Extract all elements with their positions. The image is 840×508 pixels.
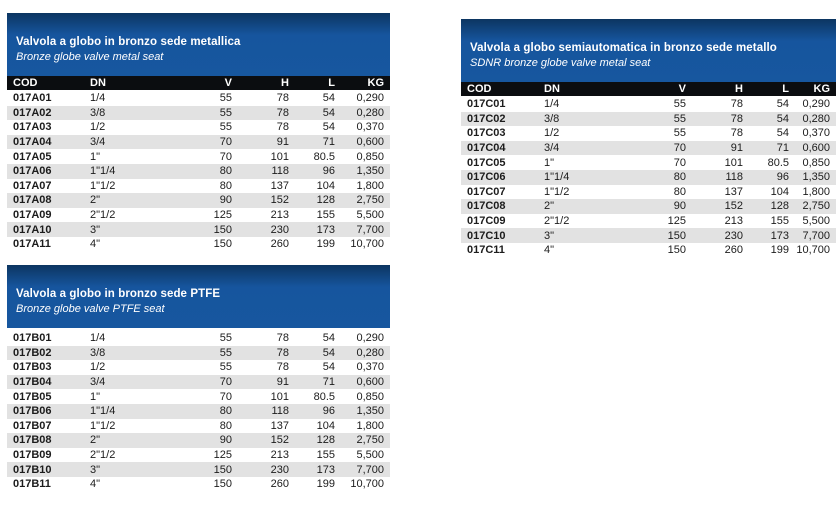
cell-h: 260 xyxy=(270,478,289,491)
cell-h: 78 xyxy=(276,92,289,105)
cell-v: 55 xyxy=(219,121,232,134)
cell-dn: 1"1/4 xyxy=(90,165,116,178)
cell-l: 199 xyxy=(770,244,789,257)
cell-l: 54 xyxy=(322,92,335,105)
column-header-l: L xyxy=(290,76,336,91)
cell-kg: 0,370 xyxy=(356,121,384,134)
cell-l: 80.5 xyxy=(767,156,789,169)
cell-v: 70 xyxy=(673,156,686,169)
cell-kg: 10,700 xyxy=(350,238,384,251)
table-row xyxy=(461,228,836,243)
cell-cod: 017A05 xyxy=(13,150,52,163)
cell-h: 78 xyxy=(730,112,743,125)
cell-h: 152 xyxy=(270,434,289,447)
cell-l: 80.5 xyxy=(313,150,335,163)
cell-dn: 1"1/4 xyxy=(90,405,116,418)
column-header-dn: DN xyxy=(90,76,186,91)
cell-h: 78 xyxy=(276,332,289,345)
cell-kg: 0,600 xyxy=(356,136,384,149)
cell-dn: 1" xyxy=(544,156,555,169)
valve-table-metal-seat xyxy=(7,13,390,252)
cell-kg: 1,800 xyxy=(802,185,830,198)
cell-dn: 3/4 xyxy=(90,136,106,149)
cell-dn: 2"1/2 xyxy=(544,215,570,228)
cell-v: 125 xyxy=(213,449,232,462)
cell-v: 70 xyxy=(219,376,232,389)
column-header-cod: COD xyxy=(461,82,544,97)
cell-cod: 017C08 xyxy=(467,200,506,213)
cell-h: 101 xyxy=(270,390,289,403)
cell-v: 55 xyxy=(219,361,232,374)
table-row xyxy=(7,120,390,135)
cell-h: 230 xyxy=(270,463,289,476)
column-header-l: L xyxy=(744,82,790,97)
cell-l: 54 xyxy=(322,332,335,345)
cell-cod: 017C11 xyxy=(467,244,505,257)
cell-cod: 017B11 xyxy=(13,478,51,491)
cell-v: 125 xyxy=(213,209,232,222)
cell-h: 78 xyxy=(276,361,289,374)
cell-l: 71 xyxy=(322,376,335,389)
cell-kg: 1,800 xyxy=(356,419,384,432)
cell-l: 54 xyxy=(322,361,335,374)
cell-v: 80 xyxy=(673,171,686,184)
cell-l: 173 xyxy=(770,229,789,242)
cell-h: 91 xyxy=(276,376,289,389)
cell-dn: 1"1/2 xyxy=(90,419,116,432)
cell-l: 71 xyxy=(322,136,335,149)
cell-l: 71 xyxy=(776,142,789,155)
cell-v: 150 xyxy=(213,223,232,236)
cell-kg: 2,750 xyxy=(356,434,384,447)
cell-h: 118 xyxy=(271,405,289,418)
cell-h: 260 xyxy=(270,238,289,251)
cell-kg: 5,500 xyxy=(802,215,830,228)
cell-l: 96 xyxy=(322,165,335,178)
cell-kg: 10,700 xyxy=(350,478,384,491)
cell-cod: 017B01 xyxy=(13,332,52,345)
cell-cod: 017A11 xyxy=(13,238,51,251)
cell-cod: 017C03 xyxy=(467,127,506,140)
cell-l: 96 xyxy=(322,405,335,418)
cell-l: 104 xyxy=(316,179,335,192)
cell-cod: 017B04 xyxy=(13,376,52,389)
cell-dn: 3" xyxy=(544,229,555,242)
table-title-english: Bronze globe valve PTFE seat xyxy=(16,303,165,315)
cell-kg: 1,350 xyxy=(356,165,384,178)
cell-kg: 2,750 xyxy=(802,200,830,213)
cell-dn: 2"1/2 xyxy=(90,209,116,222)
cell-dn: 2" xyxy=(544,200,555,213)
table-row xyxy=(7,149,390,164)
cell-l: 173 xyxy=(316,223,335,236)
cell-v: 80 xyxy=(219,179,232,192)
cell-dn: 1/2 xyxy=(90,361,106,374)
cell-kg: 0,600 xyxy=(802,142,830,155)
table-title-italian: Valvola a globo in bronzo sede metallica xyxy=(16,36,241,48)
cell-v: 80 xyxy=(673,185,686,198)
cell-dn: 1/2 xyxy=(90,121,106,134)
table-title-banner xyxy=(7,13,390,76)
cell-cod: 017A01 xyxy=(13,92,52,105)
cell-h: 213 xyxy=(724,215,743,228)
cell-l: 155 xyxy=(316,209,335,222)
cell-l: 80.5 xyxy=(313,390,335,403)
cell-h: 230 xyxy=(270,223,289,236)
cell-dn: 2" xyxy=(90,434,101,447)
table-row xyxy=(461,214,836,229)
cell-kg: 7,700 xyxy=(356,223,384,236)
cell-kg: 0,280 xyxy=(356,106,384,119)
cell-cod: 017C02 xyxy=(467,112,506,125)
cell-kg: 5,500 xyxy=(356,209,384,222)
cell-l: 128 xyxy=(316,194,335,207)
cell-cod: 017B02 xyxy=(13,346,52,359)
cell-kg: 0,850 xyxy=(802,156,830,169)
cell-kg: 0,370 xyxy=(802,127,830,140)
table-row xyxy=(7,179,390,194)
cell-h: 137 xyxy=(270,419,289,432)
cell-dn: 1"1/4 xyxy=(544,171,570,184)
cell-v: 90 xyxy=(673,200,686,213)
cell-l: 54 xyxy=(322,346,335,359)
cell-kg: 7,700 xyxy=(802,229,830,242)
column-header-h: H xyxy=(233,76,290,91)
valve-table-sdnr-metal-seat xyxy=(461,19,836,258)
cell-dn: 4" xyxy=(90,478,101,491)
cell-h: 137 xyxy=(270,179,289,192)
table-row xyxy=(461,97,836,112)
cell-l: 96 xyxy=(776,171,789,184)
table-title-italian: Valvola a globo semiautomatica in bronzo sede metallo xyxy=(470,42,777,54)
cell-cod: 017A10 xyxy=(13,223,52,236)
valve-table-ptfe-seat xyxy=(7,265,390,492)
cell-h: 152 xyxy=(270,194,289,207)
column-header-kg: KG xyxy=(790,82,836,97)
cell-cod: 017B09 xyxy=(13,449,52,462)
cell-l: 54 xyxy=(322,106,335,119)
table-row xyxy=(7,462,390,477)
table-row xyxy=(7,331,390,346)
table-title-english: SDNR bronze globe valve metal seat xyxy=(470,57,651,69)
table-row xyxy=(461,126,836,141)
table-row xyxy=(7,389,390,404)
cell-dn: 4" xyxy=(90,238,101,251)
column-header-row xyxy=(461,82,836,97)
table-row xyxy=(7,448,390,463)
cell-v: 70 xyxy=(219,150,232,163)
table-title-english: Bronze globe valve metal seat xyxy=(16,51,164,63)
cell-kg: 0,290 xyxy=(356,332,384,345)
cell-h: 101 xyxy=(724,156,743,169)
column-header-cod: COD xyxy=(7,76,90,91)
table-row xyxy=(7,346,390,361)
cell-dn: 3/8 xyxy=(90,346,106,359)
cell-h: 78 xyxy=(730,127,743,140)
cell-h: 78 xyxy=(276,121,289,134)
table-row xyxy=(7,222,390,237)
cell-cod: 017C07 xyxy=(467,185,506,198)
cell-dn: 2"1/2 xyxy=(90,449,116,462)
cell-dn: 1/4 xyxy=(90,92,106,105)
table-row xyxy=(7,164,390,179)
table-row xyxy=(7,404,390,419)
table-row xyxy=(461,155,836,170)
table-row xyxy=(7,477,390,492)
cell-cod: 017C01 xyxy=(467,98,506,111)
table-row xyxy=(7,419,390,434)
table-row xyxy=(7,193,390,208)
cell-h: 152 xyxy=(724,200,743,213)
cell-h: 91 xyxy=(730,142,743,155)
cell-l: 199 xyxy=(316,478,335,491)
cell-v: 150 xyxy=(213,478,232,491)
cell-cod: 017B03 xyxy=(13,361,52,374)
cell-l: 199 xyxy=(316,238,335,251)
cell-h: 213 xyxy=(270,449,289,462)
spec-table xyxy=(7,331,390,492)
table-row xyxy=(7,106,390,121)
cell-v: 55 xyxy=(219,92,232,105)
cell-v: 55 xyxy=(673,98,686,111)
cell-kg: 1,800 xyxy=(356,179,384,192)
cell-cod: 017B05 xyxy=(13,390,52,403)
cell-dn: 1/4 xyxy=(544,98,560,111)
cell-kg: 0,370 xyxy=(356,361,384,374)
cell-v: 90 xyxy=(219,434,232,447)
cell-dn: 1"1/2 xyxy=(544,185,570,198)
cell-cod: 017A09 xyxy=(13,209,52,222)
cell-l: 54 xyxy=(776,112,789,125)
cell-l: 54 xyxy=(776,98,789,111)
cell-v: 55 xyxy=(219,106,232,119)
cell-l: 104 xyxy=(316,419,335,432)
table-row xyxy=(461,141,836,156)
cell-h: 137 xyxy=(724,185,743,198)
table-row xyxy=(7,208,390,223)
cell-l: 128 xyxy=(316,434,335,447)
cell-kg: 0,850 xyxy=(356,390,384,403)
cell-cod: 017C04 xyxy=(467,142,506,155)
table-row xyxy=(461,243,836,258)
table-row xyxy=(461,199,836,214)
cell-v: 150 xyxy=(213,238,232,251)
cell-cod: 017B06 xyxy=(13,405,52,418)
cell-h: 230 xyxy=(724,229,743,242)
spec-table xyxy=(7,76,390,252)
column-header-row xyxy=(7,76,390,91)
cell-dn: 1/2 xyxy=(544,127,560,140)
cell-l: 173 xyxy=(316,463,335,476)
cell-h: 78 xyxy=(730,98,743,111)
cell-cod: 017B07 xyxy=(13,419,52,432)
cell-l: 104 xyxy=(770,185,789,198)
cell-v: 70 xyxy=(219,390,232,403)
cell-v: 55 xyxy=(673,112,686,125)
cell-kg: 0,280 xyxy=(356,346,384,359)
table-row xyxy=(7,360,390,375)
cell-dn: 2" xyxy=(90,194,101,207)
cell-cod: 017A04 xyxy=(13,136,52,149)
cell-kg: 0,290 xyxy=(356,92,384,105)
cell-cod: 017C10 xyxy=(467,229,506,242)
table-row xyxy=(7,91,390,106)
cell-kg: 0,850 xyxy=(356,150,384,163)
cell-kg: 7,700 xyxy=(356,463,384,476)
cell-dn: 3/8 xyxy=(90,106,106,119)
cell-cod: 017A06 xyxy=(13,165,52,178)
cell-h: 78 xyxy=(276,346,289,359)
cell-dn: 3" xyxy=(90,223,101,236)
cell-dn: 3" xyxy=(90,463,101,476)
cell-v: 80 xyxy=(219,405,232,418)
cell-v: 90 xyxy=(219,194,232,207)
cell-v: 55 xyxy=(673,127,686,140)
cell-cod: 017A02 xyxy=(13,106,52,119)
column-header-v: V xyxy=(186,76,233,91)
table-row xyxy=(461,185,836,200)
cell-kg: 1,350 xyxy=(356,405,384,418)
cell-kg: 1,350 xyxy=(802,171,830,184)
cell-dn: 1/4 xyxy=(90,332,106,345)
table-row xyxy=(7,433,390,448)
cell-dn: 3/8 xyxy=(544,112,560,125)
column-header-v: V xyxy=(640,82,687,97)
cell-l: 54 xyxy=(776,127,789,140)
cell-l: 155 xyxy=(770,215,789,228)
cell-v: 150 xyxy=(667,244,686,257)
cell-cod: 017A07 xyxy=(13,179,52,192)
table-row xyxy=(7,237,390,252)
cell-l: 128 xyxy=(770,200,789,213)
cell-cod: 017A08 xyxy=(13,194,52,207)
column-header-dn: DN xyxy=(544,82,640,97)
cell-h: 118 xyxy=(271,165,289,178)
cell-dn: 1"1/2 xyxy=(90,179,116,192)
cell-v: 70 xyxy=(219,136,232,149)
cell-kg: 0,600 xyxy=(356,376,384,389)
table-title-banner xyxy=(7,265,390,328)
table-row xyxy=(461,170,836,185)
cell-kg: 10,700 xyxy=(796,244,830,257)
cell-v: 80 xyxy=(219,419,232,432)
table-row xyxy=(7,135,390,150)
cell-v: 80 xyxy=(219,165,232,178)
cell-cod: 017B08 xyxy=(13,434,52,447)
cell-h: 91 xyxy=(276,136,289,149)
cell-cod: 017B10 xyxy=(13,463,52,476)
cell-v: 125 xyxy=(667,215,686,228)
cell-h: 213 xyxy=(270,209,289,222)
table-row xyxy=(461,112,836,127)
cell-v: 70 xyxy=(673,142,686,155)
cell-kg: 0,280 xyxy=(802,112,830,125)
cell-dn: 1" xyxy=(90,150,101,163)
cell-l: 155 xyxy=(316,449,335,462)
cell-dn: 3/4 xyxy=(544,142,560,155)
cell-cod: 017A03 xyxy=(13,121,52,134)
cell-h: 78 xyxy=(276,106,289,119)
cell-v: 55 xyxy=(219,346,232,359)
cell-cod: 017C06 xyxy=(467,171,506,184)
column-header-h: H xyxy=(687,82,744,97)
cell-dn: 4" xyxy=(544,244,555,257)
column-header-kg: KG xyxy=(336,76,390,91)
table-title-italian: Valvola a globo in bronzo sede PTFE xyxy=(16,288,221,300)
cell-v: 150 xyxy=(213,463,232,476)
table-row xyxy=(7,375,390,390)
cell-cod: 017C05 xyxy=(467,156,506,169)
table-title-banner xyxy=(461,19,836,82)
cell-h: 101 xyxy=(270,150,289,163)
cell-l: 54 xyxy=(322,121,335,134)
cell-kg: 2,750 xyxy=(356,194,384,207)
cell-kg: 5,500 xyxy=(356,449,384,462)
cell-cod: 017C09 xyxy=(467,215,506,228)
cell-v: 55 xyxy=(219,332,232,345)
spec-table xyxy=(461,82,836,258)
cell-v: 150 xyxy=(667,229,686,242)
cell-kg: 0,290 xyxy=(802,98,830,111)
cell-dn: 3/4 xyxy=(90,376,106,389)
cell-dn: 1" xyxy=(90,390,101,403)
cell-h: 118 xyxy=(725,171,743,184)
cell-h: 260 xyxy=(724,244,743,257)
